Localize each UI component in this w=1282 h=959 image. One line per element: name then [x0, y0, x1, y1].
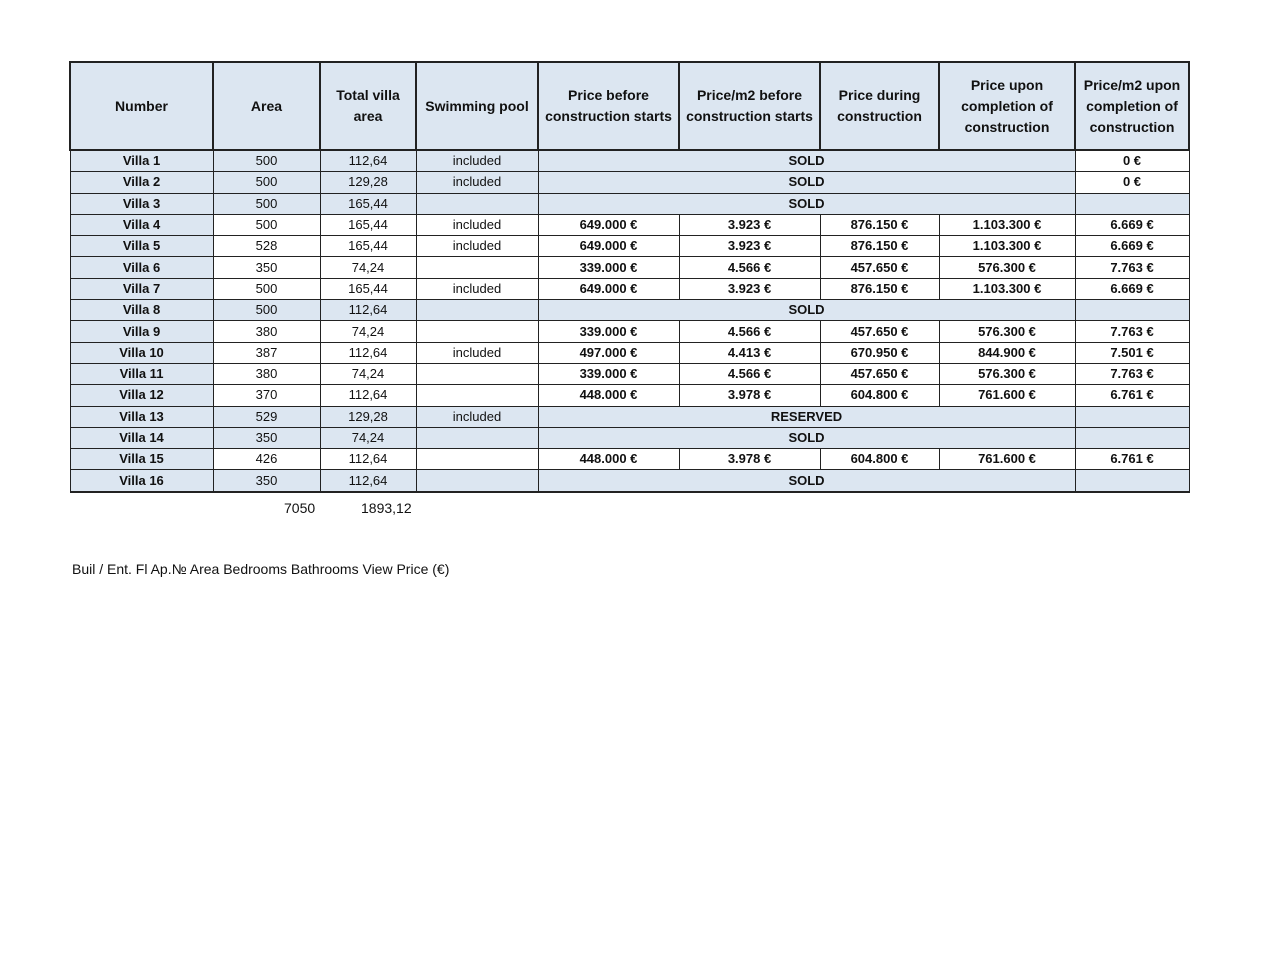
villa-number-cell: Villa 6: [70, 257, 213, 278]
price-m2-completion-cell: [1075, 193, 1189, 214]
price-m2-completion-cell: 6.669 €: [1075, 214, 1189, 235]
table-row: [70, 257, 1189, 278]
status-cell: SOLD: [538, 300, 1075, 321]
price-completion-cell: 576.300 €: [939, 257, 1075, 278]
price-m2-completion-cell: [1075, 427, 1189, 448]
swimming-pool-cell: included: [416, 278, 538, 299]
price-m2-completion-cell: 6.669 €: [1075, 236, 1189, 257]
status-cell: SOLD: [538, 427, 1075, 448]
total-villa-area-cell: 112,64: [320, 385, 416, 406]
total-villa-area-cell: 74,24: [320, 427, 416, 448]
area-cell: 500: [213, 214, 320, 235]
price-m2-before-cell: 3.923 €: [679, 214, 820, 235]
header-swimming-pool: Swimming pool: [416, 62, 538, 150]
table-row: [70, 214, 1189, 235]
price-during-cell: 457.650 €: [820, 321, 939, 342]
swimming-pool-cell: included: [416, 214, 538, 235]
table-row: [70, 278, 1189, 299]
table-row: [70, 342, 1189, 363]
total-villa-area-cell: 129,28: [320, 172, 416, 193]
area-cell: 500: [213, 300, 320, 321]
total-villa-area-cell: 74,24: [320, 363, 416, 384]
total-villa-area-cell: 165,44: [320, 214, 416, 235]
area-cell: 387: [213, 342, 320, 363]
total-villa-area-cell: 74,24: [320, 321, 416, 342]
swimming-pool-cell: [416, 321, 538, 342]
swimming-pool-cell: [416, 363, 538, 384]
price-before-cell: 339.000 €: [538, 363, 679, 384]
header-row: [70, 62, 1189, 150]
total-villa-area-cell: 112,64: [320, 150, 416, 172]
area-cell: 350: [213, 470, 320, 492]
price-m2-before-cell: 3.978 €: [679, 449, 820, 470]
price-before-cell: 497.000 €: [538, 342, 679, 363]
area-cell: 370: [213, 385, 320, 406]
price-completion-cell: 576.300 €: [939, 321, 1075, 342]
villa-number-cell: Villa 12: [70, 385, 213, 406]
villa-number-cell: Villa 11: [70, 363, 213, 384]
price-m2-completion-cell: 0 €: [1075, 172, 1189, 193]
total-villa-area-cell: 112,64: [320, 342, 416, 363]
price-completion-cell: 1.103.300 €: [939, 236, 1075, 257]
swimming-pool-cell: included: [416, 172, 538, 193]
price-m2-completion-cell: 6.761 €: [1075, 449, 1189, 470]
status-cell: RESERVED: [538, 406, 1075, 427]
price-m2-completion-cell: 7.501 €: [1075, 342, 1189, 363]
price-during-cell: 876.150 €: [820, 278, 939, 299]
header-price-during: Price during construction: [820, 62, 939, 150]
price-during-cell: 670.950 €: [820, 342, 939, 363]
swimming-pool-cell: [416, 257, 538, 278]
price-m2-completion-cell: [1075, 300, 1189, 321]
swimming-pool-cell: [416, 385, 538, 406]
area-cell: 528: [213, 236, 320, 257]
price-m2-completion-cell: 7.763 €: [1075, 363, 1189, 384]
villa-price-table: [69, 61, 1190, 493]
villa-number-cell: Villa 10: [70, 342, 213, 363]
total-villa-area-cell: 112,64: [320, 300, 416, 321]
header-total-villa-area: Total villa area: [320, 62, 416, 150]
price-m2-before-cell: 4.566 €: [679, 363, 820, 384]
status-cell: SOLD: [538, 193, 1075, 214]
table-row: [70, 406, 1189, 427]
price-m2-completion-cell: [1075, 406, 1189, 427]
price-during-cell: 876.150 €: [820, 214, 939, 235]
status-cell: SOLD: [538, 150, 1075, 172]
price-m2-before-cell: 4.566 €: [679, 257, 820, 278]
swimming-pool-cell: included: [416, 342, 538, 363]
price-before-cell: 649.000 €: [538, 236, 679, 257]
price-m2-before-cell: 3.923 €: [679, 236, 820, 257]
price-before-cell: 339.000 €: [538, 321, 679, 342]
villa-number-cell: Villa 8: [70, 300, 213, 321]
table-row: [70, 193, 1189, 214]
area-cell: 350: [213, 257, 320, 278]
villa-number-cell: Villa 1: [70, 150, 213, 172]
price-m2-completion-cell: 7.763 €: [1075, 321, 1189, 342]
villa-number-cell: Villa 4: [70, 214, 213, 235]
price-m2-completion-cell: 6.761 €: [1075, 385, 1189, 406]
status-cell: SOLD: [538, 470, 1075, 492]
price-before-cell: 448.000 €: [538, 385, 679, 406]
villa-number-cell: Villa 9: [70, 321, 213, 342]
table-row: [70, 470, 1189, 492]
price-m2-before-cell: 3.978 €: [679, 385, 820, 406]
table-row: [70, 363, 1189, 384]
villa-number-cell: Villa 13: [70, 406, 213, 427]
price-m2-completion-cell: [1075, 470, 1189, 492]
total-villa-area-cell: 112,64: [320, 470, 416, 492]
villa-number-cell: Villa 15: [70, 449, 213, 470]
price-during-cell: 604.800 €: [820, 449, 939, 470]
price-during-cell: 604.800 €: [820, 385, 939, 406]
table-row: [70, 449, 1189, 470]
swimming-pool-cell: included: [416, 406, 538, 427]
price-before-cell: 339.000 €: [538, 257, 679, 278]
area-cell: 426: [213, 449, 320, 470]
header-price-m2-completion: Price/m2 upon completion of construction: [1075, 62, 1189, 150]
villa-number-cell: Villa 3: [70, 193, 213, 214]
price-completion-cell: 761.600 €: [939, 449, 1075, 470]
price-during-cell: 457.650 €: [820, 257, 939, 278]
table-row: [70, 300, 1189, 321]
header-number: Number: [70, 62, 213, 150]
area-cell: 500: [213, 172, 320, 193]
header-area: Area: [213, 62, 320, 150]
header-price-m2-before: Price/m2 before construction starts: [679, 62, 820, 150]
table-row: [70, 236, 1189, 257]
area-cell: 380: [213, 363, 320, 384]
table-row: [70, 427, 1189, 448]
price-before-cell: 649.000 €: [538, 278, 679, 299]
villa-number-cell: Villa 14: [70, 427, 213, 448]
area-cell: 529: [213, 406, 320, 427]
area-cell: 500: [213, 193, 320, 214]
total-villa-area: 1893,12: [361, 500, 412, 516]
swimming-pool-cell: [416, 193, 538, 214]
price-m2-before-cell: 4.413 €: [679, 342, 820, 363]
header-price-before: Price before construction starts: [538, 62, 679, 150]
price-before-cell: 649.000 €: [538, 214, 679, 235]
table-row: [70, 321, 1189, 342]
total-villa-area-cell: 129,28: [320, 406, 416, 427]
price-m2-before-cell: 4.566 €: [679, 321, 820, 342]
price-completion-cell: 1.103.300 €: [939, 214, 1075, 235]
price-completion-cell: 576.300 €: [939, 363, 1075, 384]
table-row: [70, 385, 1189, 406]
total-villa-area-cell: 165,44: [320, 236, 416, 257]
total-villa-area-cell: 165,44: [320, 193, 416, 214]
price-m2-completion-cell: 7.763 €: [1075, 257, 1189, 278]
villa-number-cell: Villa 16: [70, 470, 213, 492]
price-m2-before-cell: 3.923 €: [679, 278, 820, 299]
price-completion-cell: 1.103.300 €: [939, 278, 1075, 299]
table-row: [70, 150, 1189, 172]
swimming-pool-cell: [416, 470, 538, 492]
status-cell: SOLD: [538, 172, 1075, 193]
price-during-cell: 457.650 €: [820, 363, 939, 384]
swimming-pool-cell: included: [416, 236, 538, 257]
area-cell: 380: [213, 321, 320, 342]
area-cell: 500: [213, 278, 320, 299]
price-completion-cell: 761.600 €: [939, 385, 1075, 406]
villa-number-cell: Villa 7: [70, 278, 213, 299]
villa-number-cell: Villa 2: [70, 172, 213, 193]
total-area: 7050: [284, 500, 316, 516]
swimming-pool-cell: included: [416, 150, 538, 172]
table-row: [70, 172, 1189, 193]
total-villa-area-cell: 165,44: [320, 278, 416, 299]
price-m2-completion-cell: 0 €: [1075, 150, 1189, 172]
swimming-pool-cell: [416, 449, 538, 470]
swimming-pool-cell: [416, 427, 538, 448]
area-cell: 500: [213, 150, 320, 172]
total-villa-area-cell: 74,24: [320, 257, 416, 278]
swimming-pool-cell: [416, 300, 538, 321]
price-completion-cell: 844.900 €: [939, 342, 1075, 363]
header-price-completion: Price upon completion of construction: [939, 62, 1075, 150]
total-villa-area-cell: 112,64: [320, 449, 416, 470]
table-body: [70, 150, 1189, 492]
villa-number-cell: Villa 5: [70, 236, 213, 257]
price-during-cell: 876.150 €: [820, 236, 939, 257]
area-cell: 350: [213, 427, 320, 448]
price-m2-completion-cell: 6.669 €: [1075, 278, 1189, 299]
footer-text: Buil / Ent. Fl Ap.№ Area Bedrooms Bathrooms View Price (€): [72, 561, 450, 577]
price-before-cell: 448.000 €: [538, 449, 679, 470]
